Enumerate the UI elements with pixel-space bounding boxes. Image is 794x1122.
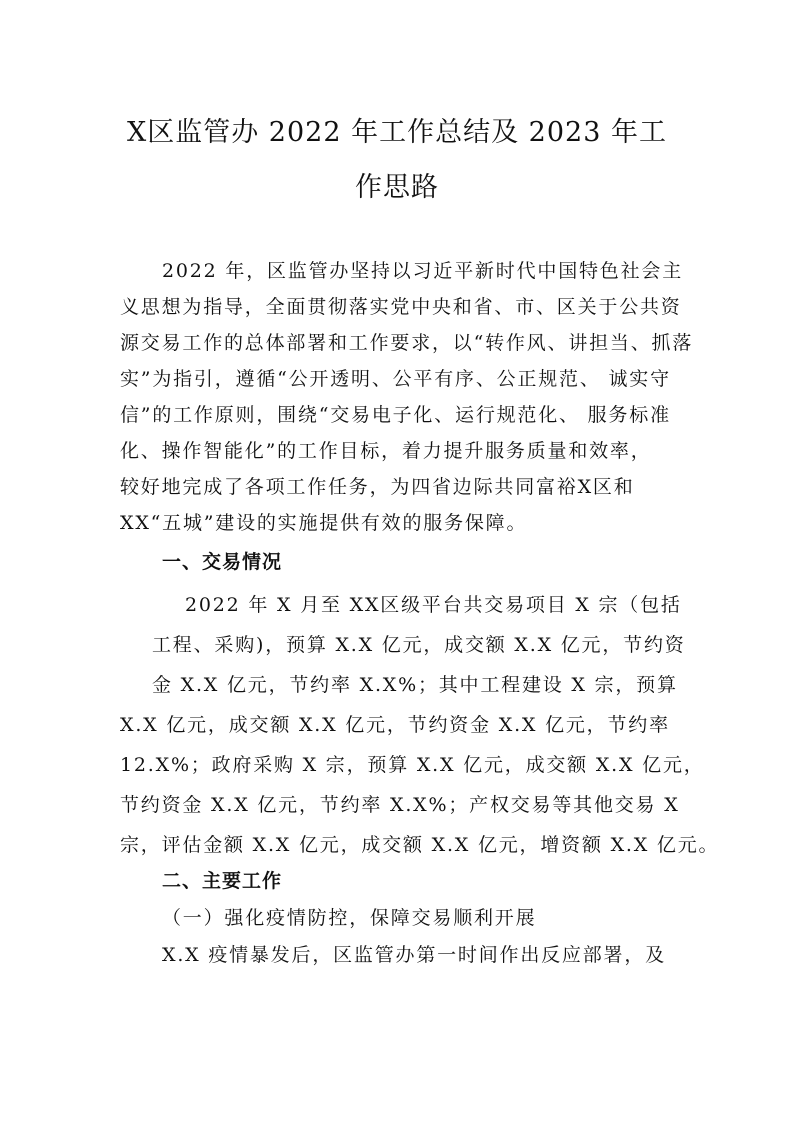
main-work-line: X.X 疫情暴发后，区监管办第一时间作出反应部署，及: [162, 944, 666, 966]
transactions-line: 工程、采购)，预算 X.X 亿元，成交额 X.X 亿元，节约资: [152, 634, 686, 656]
intro-line: 2022 年，区监管办坚持以习近平新时代中国特色社会主: [162, 260, 683, 282]
document-title-line-2: 作思路: [355, 172, 439, 203]
intro-line: 源交易工作的总体部署和工作要求，以“转作风、讲担当、抓落: [120, 332, 694, 354]
section-heading-transactions: 一、交易情况: [162, 551, 283, 573]
transactions-line: 节约资金 X.X 亿元，节约率 X.X%；产权交易等其他交易 X: [120, 794, 680, 816]
document-title-line-1: X区监管办 2022 年工作总结及 2023 年工: [127, 117, 667, 148]
intro-line: 信”的工作原则，围绕“交易电子化、运行规范化、 服务标准: [120, 404, 671, 426]
intro-line: 实”为指引，遵循“公开透明、公平有序、公正规范、 诚实守: [120, 368, 671, 390]
subsection-heading: （一）强化疫情防控，保障交易顺利开展: [162, 907, 537, 929]
transactions-line: 12.X%；政府采购 X 宗，预算 X.X 亿元，成交额 X.X 亿元，: [120, 754, 705, 776]
transactions-line: 2022 年 X 月至 XX区级平台共交易项目 X 宗（包括: [185, 594, 682, 616]
transactions-line: 宗，评估金额 X.X 亿元，成交额 X.X 亿元，增资额 X.X 亿元。: [120, 834, 720, 856]
intro-line: 义思想为指导，全面贯彻落实党中央和省、市、区关于公共资: [120, 296, 682, 318]
intro-line: 化、操作智能化”的工作目标，着力提升服务质量和效率，: [120, 440, 652, 462]
transactions-line: X.X 亿元，成交额 X.X 亿元，节约资金 X.X 亿元，节约率: [120, 714, 670, 736]
intro-line: XX“五城”建设的实施提供有效的服务保障。: [120, 512, 528, 534]
section-heading-main-work: 二、主要工作: [162, 870, 283, 892]
transactions-line: 金 X.X 亿元，节约率 X.X%；其中工程建设 X 宗，预算: [152, 674, 678, 696]
intro-line: 较好地完成了各项工作任务，为四省边际共同富裕X区和: [120, 476, 635, 498]
